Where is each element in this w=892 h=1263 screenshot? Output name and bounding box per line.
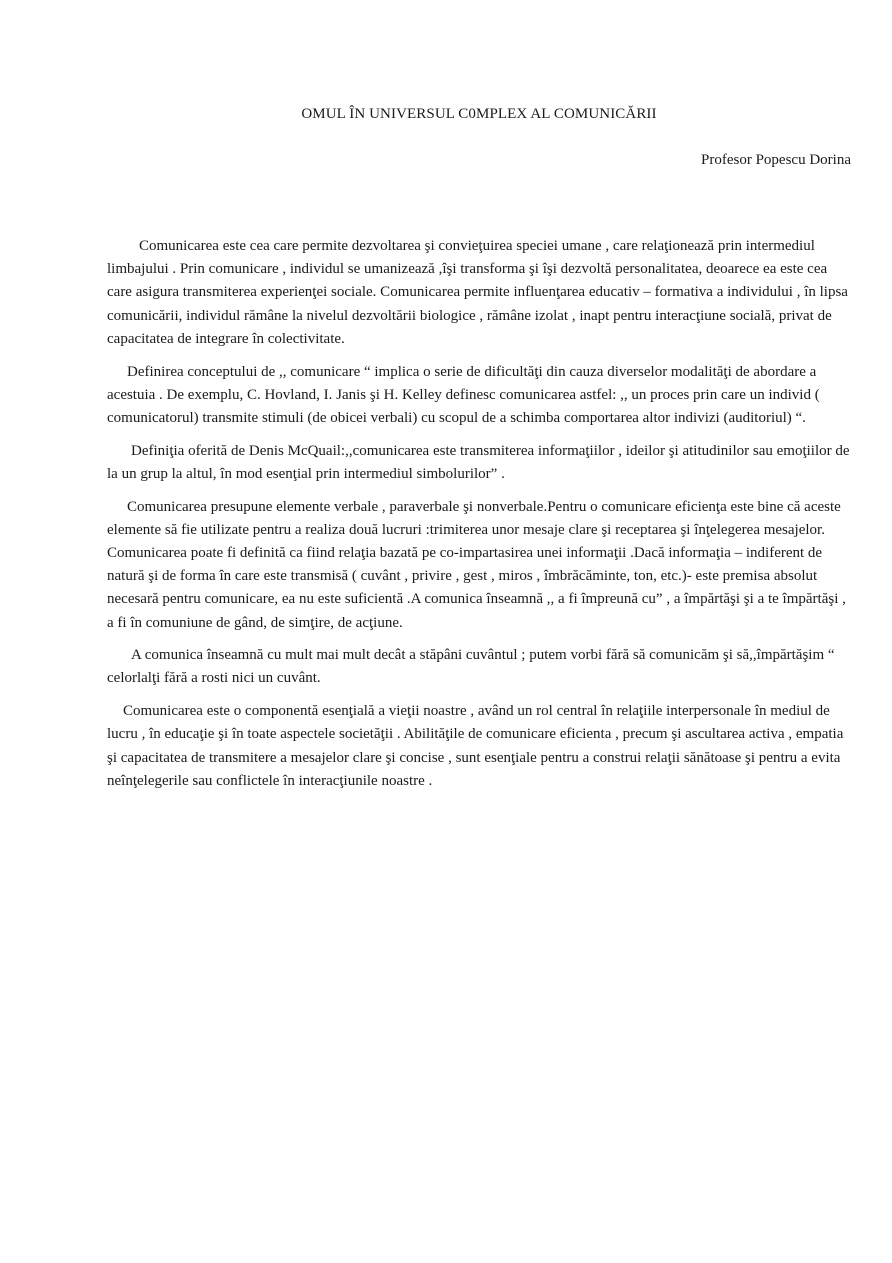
document-author: Profesor Popescu Dorina xyxy=(701,152,851,168)
document-title: OMUL ÎN UNIVERSUL C0MPLEX AL COMUNICĂRII xyxy=(301,106,657,122)
paragraph-5: A comunica înseamnă cu mult mai mult decât a stăpâni cuvântul ; putem vorbi fără să comunicăm şi să,,împărtăşim “ celorlalţi fără a rosti nici un cuvânt. xyxy=(107,647,835,687)
paragraph-1: Comunicarea este cea care permite dezvoltarea şi convieţuirea speciei umane , care relaţionează prin intermediul limbajului . Prin comunicare , individul se umanizează ,îşi transforma şi îşi dezvoltă personalitatea, deoarece ea este cea care asigura transmiterea experienţei sociale. Comunicarea permite influenţarea educativ – formativa a individului , în lipsa comunicării, individul rămâne la nivelul dezvoltării biologice , rămâne izolat , inapt pentru interacţiune socială, privat de capacitatea de integrare în colectivitate. xyxy=(107,238,848,347)
paragraph-4: Comunicarea presupune elemente verbale , paraverbale şi nonverbale.Pentru o comunicare eficienţa este bine că aceste elemente să fie utilizate pentru a realiza două lucruri :trimiterea unor mesaje clare şi receptarea şi înţelegerea mesajelor. Comunicarea poate fi definită ca fiind relaţia bazată pe co-impartasirea unei informaţii .Dacă informaţia – indiferent de natură şi de forma în care este transmisă ( cuvânt , privire , gest , miros , îmbrăcăminte, ton, etc.)- este premisa absolut necesară pentru comunicare, ea nu este suficientă .A comunica înseamnă ,, a fi împreună cu” , a împărtăşi şi a te împărtăşi , a fi în comuniune de gând, de simţire, de acţiune. xyxy=(107,498,846,631)
paragraph-3: Definiţia oferită de Denis McQuail:,,comunicarea este transmiterea informaţiilor , ideilor şi atitudinilor sau emoţiilor de la un grup la altul, în mod esenţial prin intermediul simbolurilor” . xyxy=(107,442,850,482)
document-body xyxy=(107,235,851,802)
paragraph-6: Comunicarea este o componentă esenţială a vieţii noastre , având un rol central în relaţiile interpersonale în mediul de lucru , în educaţie şi în toate aspectele societăţii . Abilităţile de comunicare eficienta , precum şi ascultarea activa , empatia şi capacitatea de transmitere a mesajelor clare şi concise , sunt esenţiale pentru a construi relaţii sănătoase şi pentru a evita neînţelegerile sau conflictele în interacţiunile noastre . xyxy=(107,703,844,789)
paragraph-2: Definirea conceptului de ,, comunicare “ implica o serie de dificultăţi din cauza diverselor modalităţi de abordare a acestuia . De exemplu, C. Hovland, I. Janis şi H. Kelley definesc comunicarea astfel: ,, un proces prin care un individ ( comunicatorul) transmite stimuli (de obicei verbali) cu scopul de a schimba comportarea altor indivizi (auditoriul) “. xyxy=(107,363,820,426)
